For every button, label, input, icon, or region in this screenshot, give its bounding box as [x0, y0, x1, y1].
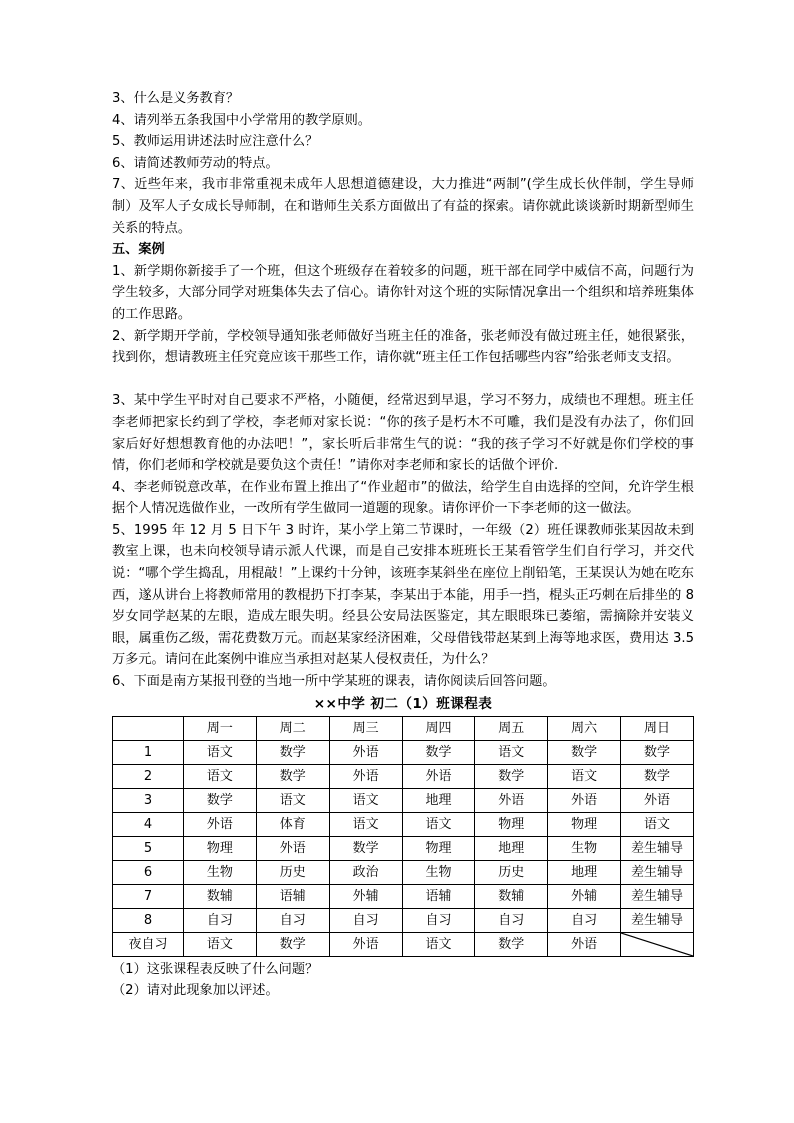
table-cell: 语文 — [621, 812, 694, 836]
table-cell: 语文 — [184, 932, 257, 956]
table-col-header-friday: 周五 — [475, 716, 548, 740]
table-cell: 历史 — [256, 860, 329, 884]
table-cell: 地理 — [548, 860, 621, 884]
table-cell: 生物 — [402, 860, 475, 884]
case-item-2: 2、新学期开学前，学校领导通知张老师做好当班主任的准备，张老师没有做过班主任，她很紧张，找到你，想请教班主任究竟应该干那些工作，请你就“班主任工作包括哪些内容”给张老师支支招。 — [112, 328, 694, 366]
table-cell: 外语 — [475, 788, 548, 812]
case-item-4: 4、李老师锐意改革，在作业布置上推出了“作业超市”的做法，给学生自由选择的空间，允许学生根据个人情况选做作业，一改所有学生做同一道题的现象。请你评价一下李老师的这一做法。 — [112, 479, 694, 517]
schedule-table — [112, 716, 694, 957]
table-cell: 物理 — [184, 836, 257, 860]
case-item-5: 5、1995 年 12 月 5 日下午 3 时许，某小学上第二节课时，一年级（2）班任课教师张某因故未到教室上课，也未向校领导请示派人代课，而是自己安排本班班长王某看管学生们自行学习，并交代说：“哪个学生捣乱，用棍敲！”上课约十分钟，该班李某斜坐在座位上削铅笔，王某误认为她在吃东西，遂从讲台上将教师常用的教棍扔下打李某，李某出于本能，用手一挡，棍头正巧刺在后排坐的 8 岁女同学赵某的左眼，造成左眼失明。经县公安局法医鉴定，其左眼眼珠已萎缩，需摘除并安装义眼，属重伤乙级，需花费数万元。而赵某家经济困难，父母借钱带赵某到上海等地求医，费用达 3.5 万多元。请问在此案例中谁应当承担对赵某人侵权责任，为什么？ — [112, 522, 694, 668]
table-col-header-saturday: 周六 — [548, 716, 621, 740]
table-cell: 语文 — [329, 788, 402, 812]
question-item-7: 7、近些年来，我市非常重视未成年人思想道德建设，大力推进“两制”(学生成长伙伴制，学生导师制）及军人子女成长导师制，在和谐师生关系方面做出了有益的探索。请你就此谈谈新时期新型师生关系的特点。 — [112, 177, 694, 236]
paragraph-spacer — [112, 369, 694, 391]
case-item-6: 6、下面是南方某报刊登的当地一所中学某班的课表，请你阅读后回答问题。 — [112, 674, 556, 690]
schedule-table-wrapper — [112, 716, 694, 957]
followup-question-2: （2）请对此现象加以评述。 — [112, 983, 279, 999]
table-col-header-wednesday: 周三 — [329, 716, 402, 740]
table-row — [113, 932, 694, 956]
table-cell: 自习 — [548, 908, 621, 932]
table-col-header-monday: 周一 — [184, 716, 257, 740]
table-cell: 体育 — [256, 812, 329, 836]
table-row — [113, 836, 694, 860]
table-cell: 外语 — [329, 764, 402, 788]
table-col-header-sunday: 周日 — [621, 716, 694, 740]
table-cell: 数学 — [548, 740, 621, 764]
row-label: 4 — [113, 812, 184, 836]
table-corner-cell — [113, 716, 184, 740]
table-cell: 自习 — [402, 908, 475, 932]
table-row — [113, 812, 694, 836]
table-cell: 差生辅导 — [621, 860, 694, 884]
table-cell: 数学 — [329, 836, 402, 860]
table-col-header-thursday: 周四 — [402, 716, 475, 740]
question-item-3: 3、什么是义务教育？ — [112, 91, 240, 106]
table-cell: 自习 — [256, 908, 329, 932]
table-cell: 地理 — [475, 836, 548, 860]
table-cell: 数学 — [621, 740, 694, 764]
row-label: 7 — [113, 884, 184, 908]
table-cell: 差生辅导 — [621, 836, 694, 860]
table-cell: 数学 — [256, 932, 329, 956]
table-cell: 生物 — [184, 860, 257, 884]
table-cell: 外语 — [329, 740, 402, 764]
table-row — [113, 740, 694, 764]
table-cell: 历史 — [475, 860, 548, 884]
table-cell: 语文 — [402, 812, 475, 836]
table-cell: 语文 — [184, 740, 257, 764]
table-cell: 物理 — [548, 812, 621, 836]
row-label: 夜自习 — [113, 932, 184, 956]
row-label: 6 — [113, 860, 184, 884]
table-cell: 外语 — [548, 788, 621, 812]
row-label: 2 — [113, 764, 184, 788]
table-cell: 数学 — [475, 932, 548, 956]
table-cell: 数辅 — [475, 884, 548, 908]
question-item-4: 4、请列举五条我国中小学常用的教学原则。 — [112, 112, 371, 128]
case-item-3: 3、某中学生平时对自己要求不严格，小随便，经常迟到早退，学习不努力，成绩也不理想。班主任李老师把家长约到了学校，李老师对家长说：“你的孩子是朽木不可雕，我们是没有办法了，你们回家后好好想想教育他的办法吧！”，家长听后非常生气的说：“我的孩子学习不好就是你们学校的事情，你们老师和学校就是要负这个责任！”请你对李老师和家长的话做个评价. — [112, 393, 694, 474]
table-cell: 数学 — [621, 764, 694, 788]
table-cell: 外语 — [329, 932, 402, 956]
table-cell: 数学 — [402, 740, 475, 764]
table-cell: 语辅 — [256, 884, 329, 908]
table-cell: 自习 — [329, 908, 402, 932]
table-cell: 外辅 — [548, 884, 621, 908]
table-cell: 语文 — [329, 812, 402, 836]
table-row — [113, 884, 694, 908]
table-cell: 物理 — [475, 812, 548, 836]
table-cell: 差生辅导 — [621, 908, 694, 932]
table-row — [113, 764, 694, 788]
question-item-5: 5、教师运用讲述法时应注意什么？ — [112, 134, 319, 150]
followup-question-1: （1）这张课程表反映了什么问题？ — [112, 961, 319, 977]
table-cell: 外语 — [402, 764, 475, 788]
table-cell: 外语 — [621, 788, 694, 812]
table-row — [113, 788, 694, 812]
table-cell: 物理 — [402, 836, 475, 860]
table-row — [113, 908, 694, 932]
table-cell: 语文 — [548, 764, 621, 788]
row-label: 3 — [113, 788, 184, 812]
section-heading-cases: 五、案例 — [112, 242, 165, 258]
case-item-1: 1、新学期你新接手了一个班，但这个班级存在着较多的问题，班干部在同学中威信不高，问题行为学生较多，大部分同学对班集体失去了信心。请你针对这个班的实际情况拿出一个组织和培养班集体的工作思路。 — [112, 263, 694, 322]
table-body — [113, 740, 694, 956]
table-cell: 外语 — [548, 932, 621, 956]
table-cell: 外语 — [184, 812, 257, 836]
table-cell: 语文 — [184, 764, 257, 788]
table-cell: 数学 — [256, 764, 329, 788]
table-cell: 数学 — [184, 788, 257, 812]
table-cell: 语文 — [402, 932, 475, 956]
table-cell: 自习 — [475, 908, 548, 932]
question-item-6: 6、请简述教师劳动的特点。 — [112, 155, 279, 171]
table-header-row — [113, 716, 694, 740]
table-cell: 外语 — [256, 836, 329, 860]
table-col-header-tuesday: 周二 — [256, 716, 329, 740]
table-row — [113, 860, 694, 884]
table-cell-empty-diagonal — [621, 932, 694, 956]
table-cell: 差生辅导 — [621, 884, 694, 908]
table-cell: 自习 — [184, 908, 257, 932]
row-label: 8 — [113, 908, 184, 932]
table-cell: 语文 — [475, 740, 548, 764]
table-cell: 数学 — [256, 740, 329, 764]
table-cell: 外辅 — [329, 884, 402, 908]
table-cell: 数辅 — [184, 884, 257, 908]
row-label: 5 — [113, 836, 184, 860]
table-cell: 地理 — [402, 788, 475, 812]
table-cell: 语辅 — [402, 884, 475, 908]
schedule-table-title: ××中学 初二（1）班课程表 — [313, 695, 493, 712]
row-label: 1 — [113, 740, 184, 764]
diagonal-strike-icon — [621, 933, 693, 956]
table-cell: 语文 — [256, 788, 329, 812]
table-cell: 生物 — [548, 836, 621, 860]
table-cell: 政治 — [329, 860, 402, 884]
table-cell: 数学 — [475, 764, 548, 788]
